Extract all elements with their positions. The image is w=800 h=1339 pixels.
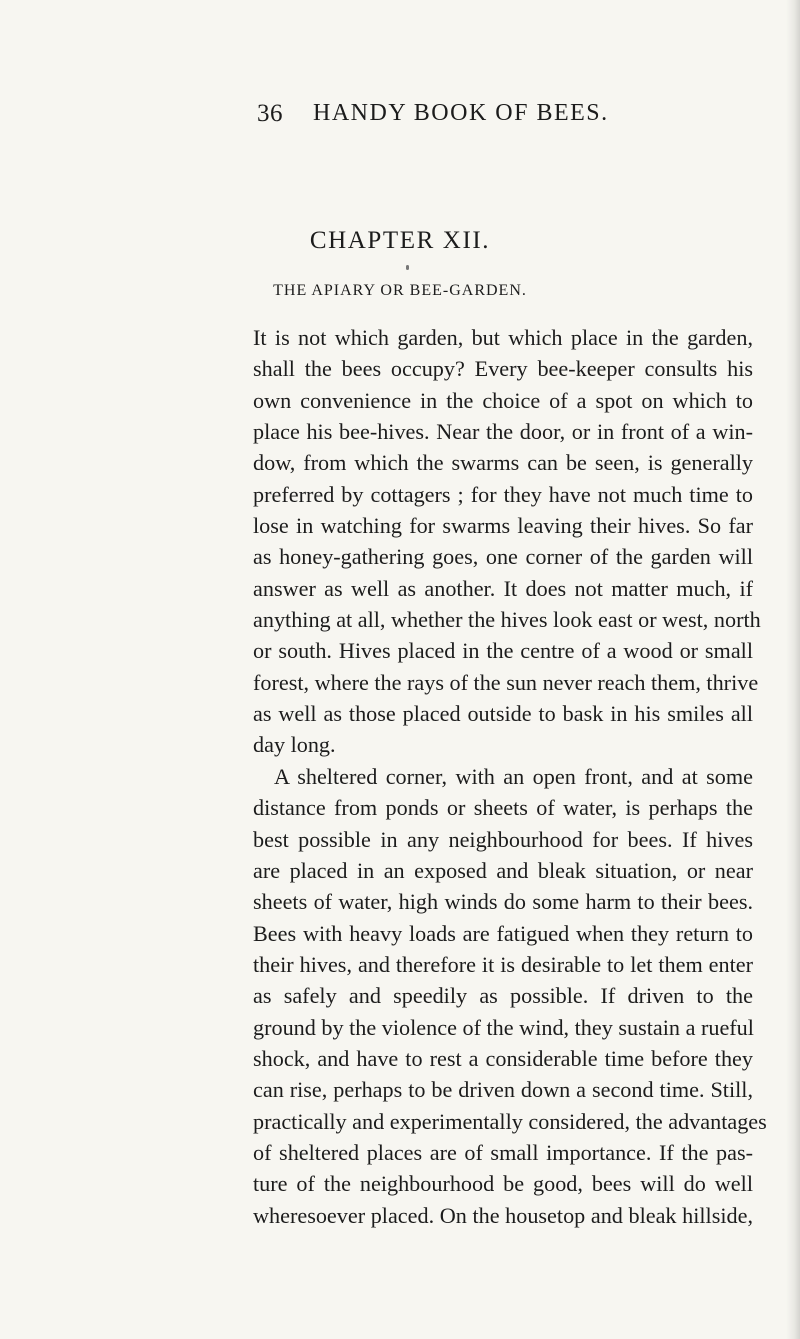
text-line: best possible in any neighbourhood for bees. If hives [253,826,753,852]
running-head: HANDY BOOK OF BEES. [313,100,609,126]
page-edge-shadow [786,0,800,1339]
text-line: can rise, perhaps to be driven down a second time. Still, [253,1077,753,1103]
text-line: dow, from which the swarms can be seen, is generally [253,450,753,476]
text-line: forest, where the rays of the sun never reach them, thrive [253,669,759,695]
text-line: day long. [253,732,336,758]
text-line: ground by the violence of the wind, they sustain a rueful [253,1014,754,1040]
text-line: sheets of water, high winds do some harm to their bees. [253,889,753,915]
text-line: as safely and speedily as possible. If driven to the [253,983,753,1009]
text-line: practically and experimentally considered, the advantages [253,1108,767,1134]
text-line: are placed in an exposed and bleak situation, or near [253,857,753,883]
text-line: anything at all, whether the hives look east or west, north [253,607,761,633]
text-line: as well as those placed outside to bask in his smiles all [253,701,753,727]
print-speck [406,265,409,270]
text-line: ture of the neighbourhood be good, bees will do well [253,1171,753,1197]
text-line: preferred by cottagers ; for they have not much time to [253,481,753,507]
text-line: their hives, and therefore it is desirable to let them enter [253,951,753,977]
paragraph-1 [253,322,761,761]
page-number: 36 [257,100,283,127]
text-line: It is not which garden, but which place in the garden, [253,325,753,350]
text-line: own convenience in the choice of a spot on which to [253,387,753,413]
text-line: shock, and have to rest a considerable time before they [253,1045,753,1071]
paragraph-2 [253,761,767,1231]
text-line: place his bee-hives. Near the door, or in front of a win- [253,419,753,445]
chapter-subtitle: THE APIARY OR BEE-GARDEN. [273,282,527,299]
chapter-title: CHAPTER XII. [309,227,491,254]
text-line: answer as well as another. It does not matter much, if [253,575,753,601]
text-line: of sheltered places are of small importance. If the pas- [253,1139,753,1165]
text-line: as honey-gathering goes, one corner of the garden will [253,544,753,570]
text-line: A sheltered corner, with an open front, and at some [274,763,753,789]
text-line: wheresoever placed. On the housetop and bleak hillside, [253,1202,753,1228]
text-line: Bees with heavy loads are fatigued when they return to [253,920,753,946]
text-line: distance from ponds or sheets of water, is perhaps the [253,795,753,821]
body-text [253,322,767,1231]
page-header [257,100,720,130]
text-line: shall the bees occupy? Every bee-keeper consults his [253,356,753,382]
text-line: lose in watching for swarms leaving their hives. So far [253,513,753,539]
text-line: or south. Hives placed in the centre of a wood or small [253,638,753,664]
